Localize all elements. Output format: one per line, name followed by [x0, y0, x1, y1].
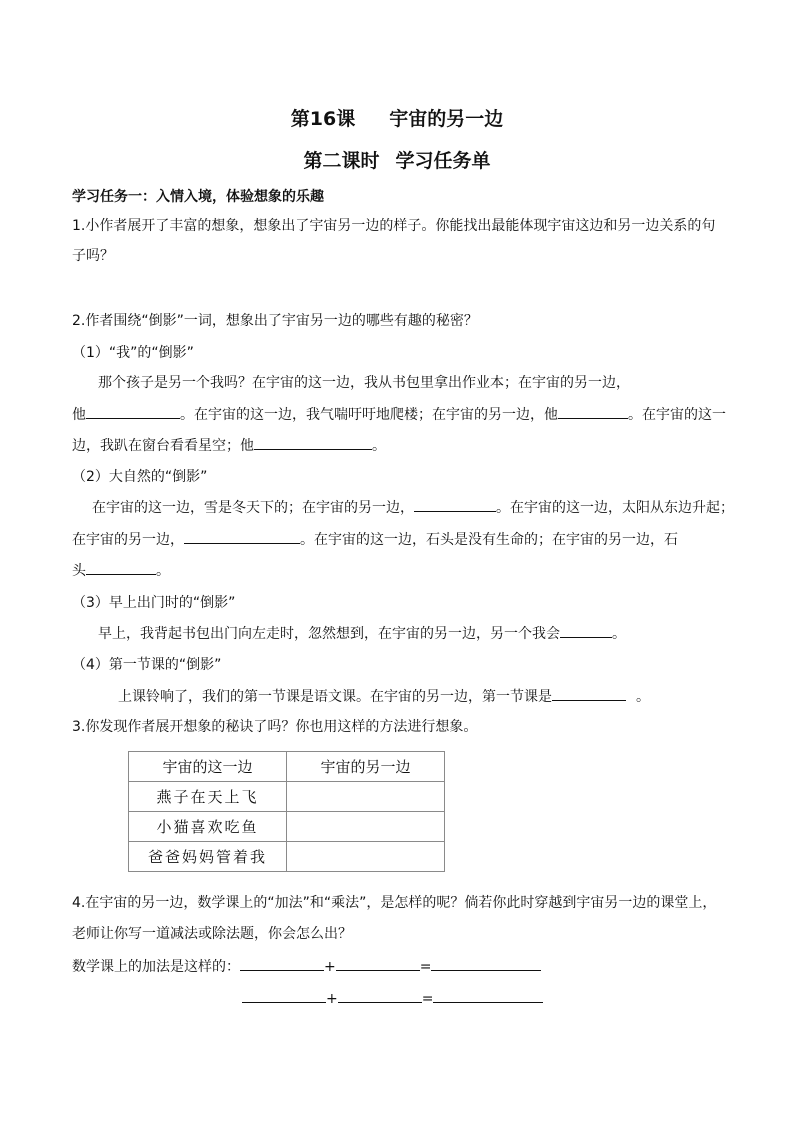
q2-s4-heading: （4）第一节课的“倒影” [72, 657, 222, 673]
plus-sign: + [324, 959, 336, 975]
answer-blank[interactable] [558, 403, 628, 419]
answer-blank[interactable] [552, 685, 626, 701]
task1-heading: 学习任务一：入情入境，体验想象的乐趣 [72, 189, 324, 205]
answer-blank[interactable] [242, 987, 326, 1003]
comparison-table [128, 751, 445, 872]
answer-cell[interactable] [287, 782, 445, 812]
text: 。 [372, 438, 386, 454]
page-title [0, 104, 794, 131]
text: 。在宇宙的这一边，太阳从东边升起； [496, 500, 734, 516]
period-label: 第二课时 [303, 150, 380, 172]
text: 。在宇宙的这一边，我气喘吁吁地爬楼；在宇宙的另一边，他 [180, 407, 558, 423]
text: 边，我趴在窗台看看星空；他 [72, 438, 254, 454]
text: 上课铃响了，我们的第一节课是语文课。在宇宙的另一边，第一节课是 [118, 689, 552, 705]
q1-line1: 1.小作者展开了丰富的想象，想象出了宇宙另一边的样子。你能找出最能体现宇宙这边和另一边关系的句 [72, 218, 716, 234]
equation-line-2 [242, 987, 543, 1010]
text: 早上，我背起书包出门向左走时，忽然想到，在宇宙的另一边，另一个我会 [98, 626, 560, 642]
equals-sign: = [419, 959, 432, 975]
subtitle-name: 学习任务单 [395, 150, 491, 172]
plus-sign: + [326, 991, 338, 1007]
q2-s2-line2 [72, 528, 678, 551]
lesson-number: 第16课 [290, 108, 356, 130]
q2-s2-heading: （2）大自然的“倒影” [72, 469, 208, 485]
answer-blank[interactable] [184, 528, 300, 544]
text: 。 [612, 626, 626, 642]
q2-s3-line1 [98, 622, 626, 645]
q2-intro: 2.作者围绕“倒影”一词，想象出了宇宙另一边的哪些有趣的秘密？ [72, 313, 478, 329]
table-header-row [129, 752, 445, 782]
answer-blank[interactable] [86, 403, 180, 419]
page-subtitle [0, 146, 794, 173]
text: 头 [72, 563, 86, 579]
answer-blank[interactable] [338, 987, 422, 1003]
answer-blank[interactable] [560, 622, 612, 638]
text: 在宇宙的另一边， [72, 532, 184, 548]
q2-s1-line3 [72, 434, 386, 457]
equals-sign: = [421, 991, 434, 1007]
q2-s1-line1: 那个孩子是另一个我吗？在宇宙的这一边，我从书包里拿出作业本；在宇宙的另一边， [98, 375, 630, 391]
table-row [129, 842, 445, 872]
table-cell: 小猫喜欢吃鱼 [129, 812, 287, 842]
text: 。在宇宙的这一边，石头是没有生命的；在宇宙的另一边，石 [300, 532, 678, 548]
text: 。 [636, 689, 650, 705]
q4-line2: 老师让你写一道减法或除法题，你会怎么出？ [72, 926, 352, 942]
text: 在宇宙的这一边，雪是冬天下的；在宇宙的另一边， [92, 500, 414, 516]
answer-blank[interactable] [336, 955, 420, 971]
q2-s3-heading: （3）早上出门时的“倒影” [72, 595, 236, 611]
lesson-name: 宇宙的另一边 [389, 108, 504, 130]
answer-cell[interactable] [287, 842, 445, 872]
q2-s4-line1 [118, 685, 650, 708]
text: 。 [156, 563, 170, 579]
answer-blank[interactable] [240, 955, 324, 971]
q2-s1-heading: （1）“我”的“倒影” [72, 345, 194, 361]
table-row [129, 782, 445, 812]
answer-blank[interactable] [86, 559, 156, 575]
table-row [129, 812, 445, 842]
q2-s2-line3 [72, 559, 170, 582]
answer-blank[interactable] [414, 496, 496, 512]
q3-text: 3.你发现作者展开想象的秘诀了吗？你也用这样的方法进行想象。 [72, 719, 478, 735]
q1-line2: 子吗？ [72, 248, 114, 264]
table-header: 宇宙的另一边 [287, 752, 445, 782]
text: 他 [72, 407, 86, 423]
table-cell: 燕子在天上飞 [129, 782, 287, 812]
text: 。在宇宙的这一 [628, 407, 726, 423]
answer-blank[interactable] [431, 955, 541, 971]
q4-line1: 4.在宇宙的另一边，数学课上的“加法”和“乘法”，是怎样的呢？倘若你此时穿越到宇宙另一边的课堂上， [72, 895, 717, 911]
answer-blank[interactable] [433, 987, 543, 1003]
equation-line-1 [72, 955, 541, 978]
q2-s1-line2 [72, 403, 726, 426]
q2-s2-line1 [92, 496, 734, 519]
equation-label: 数学课上的加法是这样的： [72, 959, 240, 975]
answer-blank[interactable] [254, 434, 372, 450]
answer-cell[interactable] [287, 812, 445, 842]
table-header: 宇宙的这一边 [129, 752, 287, 782]
table-cell: 爸爸妈妈管着我 [129, 842, 287, 872]
